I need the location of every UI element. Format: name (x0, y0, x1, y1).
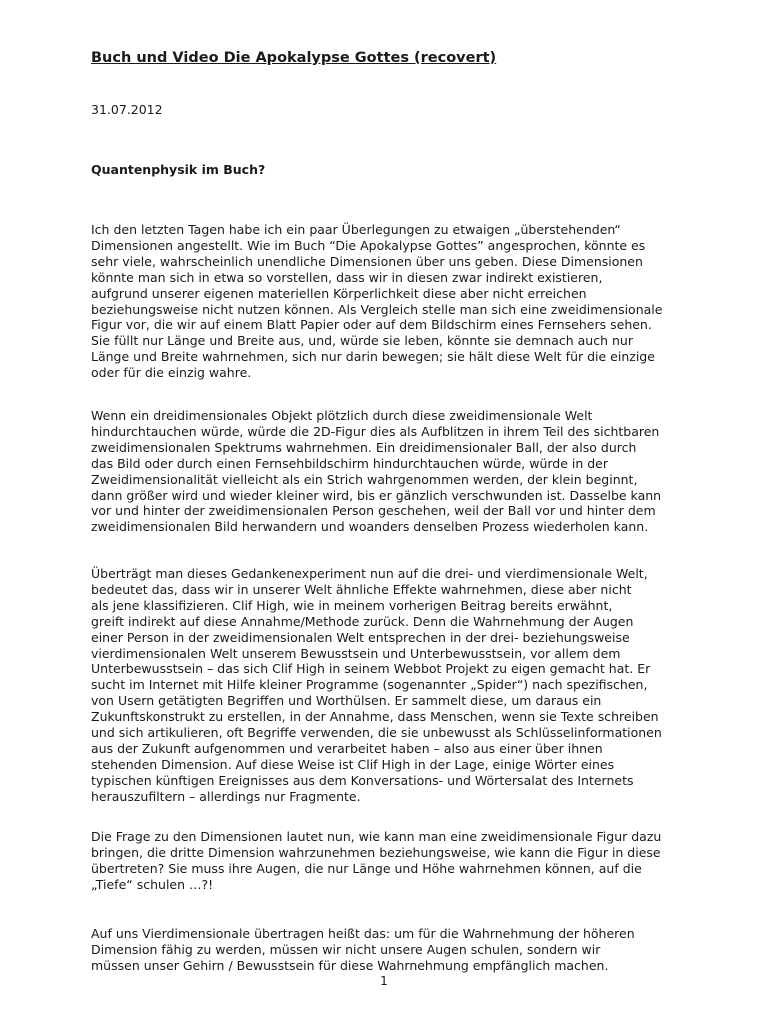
section-heading: Quantenphysik im Buch? (91, 162, 266, 177)
text-line: könnte man sich in etwa so vorstellen, dass wir in diesen zwar indirekt existieren, (91, 269, 603, 285)
paragraph-5 (91, 926, 715, 974)
text-line: Auf uns Vierdimensionale übertragen heißt das: um für die Wahrnehmung der höheren (91, 926, 635, 941)
text-line: Zukunftskonstrukt zu erstellen, in der Annahme, dass Menschen, wenn sie Texte schreiben (91, 709, 659, 725)
text-line: Dimensionen angestellt. Wie im Buch “Die Apokalypse Gottes” angesprochen, könnte es (91, 237, 646, 253)
text-line: zweidimensionalen Spektrums wahrnehmen. Ein dreidimensionaler Ball, der also durch (91, 439, 637, 455)
text-line: Dimension fähig zu werden, müssen wir nicht unsere Augen schulen, sondern wir (91, 941, 601, 957)
text-line: Figur vor, die wir auf einem Blatt Papier oder auf dem Bildschirm eines Fernsehers sehen. (91, 317, 652, 333)
text-line: hindurchtauchen würde, würde die 2D-Figur dies als Aufblitzen in ihrem Teil des sichtbaren (91, 423, 660, 439)
text-line: vierdimensionalen Welt unserem Bewusstsein und Unterbewusstsein, vor allem dem (91, 645, 621, 661)
text-line: Überträgt man dieses Gedankenexperiment nun auf die drei- und vierdimensionale Welt, (91, 566, 648, 581)
text-line: müssen unser Gehirn / Bewusstsein für diese Wahrnehmung empfänglich machen. (91, 957, 609, 973)
paragraph-3 (91, 566, 715, 805)
text-line: Sie füllt nur Länge und Breite aus, und, würde sie leben, könnte sie demnach auch nur (91, 333, 633, 349)
text-line: Unterbewusstsein – das sich Clif High in seinem Webbot Projekt zu eigen gemacht hat. Er (91, 661, 651, 677)
text-line: beziehungsweise nicht nutzen können. Als Vergleich stelle man sich eine zweidimensionale (91, 301, 663, 317)
text-line: typischen künftigen Ereignisses aus dem Konversations- und Wörtersalat des Internets (91, 772, 634, 788)
text-line: Ich den letzten Tagen habe ich ein paar Überlegungen zu etwaigen „überstehenden“ (91, 222, 621, 237)
text-line: „Tiefe“ schulen …?! (91, 876, 214, 892)
paragraph-4 (91, 829, 715, 893)
text-line: sehr viele, wahrscheinlich unendliche Dimensionen über uns geben. Diese Dimensionen (91, 253, 643, 269)
paragraph-2 (91, 408, 715, 535)
text-line: vor und hinter der zweidimensionalen Person geschehen, weil der Ball vor und hinter dem (91, 503, 656, 519)
text-line: bedeutet das, dass wir in unserer Welt ähnliche Effekte wahrnehmen, diese aber nicht (91, 581, 632, 597)
text-line: stehenden Dimension. Auf diese Weise ist Clif High in der Lage, einige Wörter eines (91, 756, 615, 772)
text-line: einer Person in der zweidimensionalen Welt entsprechen in der drei- beziehungsweise (91, 629, 630, 645)
text-line: als jene klassifizieren. Clif High, wie in meinem vorherigen Beitrag bereits erwähnt, (91, 597, 613, 613)
text-line: von Usern getätigten Begriffen und Worthülsen. Er sammelt diese, um daraus ein (91, 693, 602, 709)
page-number: 1 (380, 974, 388, 988)
text-line: greift indirekt auf diese Annahme/Methode zurück. Denn die Wahrnehmung der Augen (91, 613, 634, 629)
paragraph-1 (91, 222, 715, 381)
text-line: oder für die einzig wahre. (91, 365, 252, 381)
text-line: aus der Zukunft aufgenommen und verarbeitet haben – also aus einer über ihnen (91, 740, 603, 756)
document-page (91, 48, 713, 973)
text-line: bringen, die dritte Dimension wahrzunehmen beziehungsweise, wie kann die Figur in diese (91, 844, 661, 860)
text-line: dann größer wird und wieder kleiner wird, bis er gänzlich verschwunden ist. Dasselbe kann (91, 487, 662, 503)
text-line: übertreten? Sie muss ihre Augen, die nur Länge und Höhe wahrnehmen können, auf die (91, 860, 642, 876)
text-line: Die Frage zu den Dimensionen lautet nun, wie kann man eine zweidimensionale Figur dazu (91, 829, 662, 844)
text-line: zweidimensionalen Bild herwandern und woanders denselben Prozess wiederholen kann. (91, 519, 649, 535)
text-line: sucht im Internet mit Hilfe kleiner Programme (sogenannter „Spider“) nach spezifischen, (91, 677, 648, 693)
text-line: aufgrund unserer eigenen materiellen Körperlichkeit diese aber nicht erreichen (91, 285, 587, 301)
text-line: Zweidimensionalität vielleicht als ein Strich wahrgenommen werden, der klein beginnt, (91, 471, 638, 487)
text-line: herauszufiltern – allerdings nur Fragmente. (91, 788, 361, 804)
text-line: und sich artikulieren, oft Begriffe verwenden, die sie unbewusst als Schlüsselinformationen (91, 725, 662, 741)
document-date: 31.07.2012 (91, 102, 163, 117)
text-line: Länge und Breite wahrnehmen, sich nur darin bewegen; sie hält diese Welt für die einzige (91, 349, 655, 365)
document-title: Buch und Video Die Apokalypse Gottes (recovert) (91, 50, 497, 66)
text-line: das Bild oder durch einen Fernsehbildschirm hindurchtauchen würde, würde in der (91, 455, 609, 471)
text-line: Wenn ein dreidimensionales Objekt plötzlich durch diese zweidimensionale Welt (91, 408, 593, 423)
